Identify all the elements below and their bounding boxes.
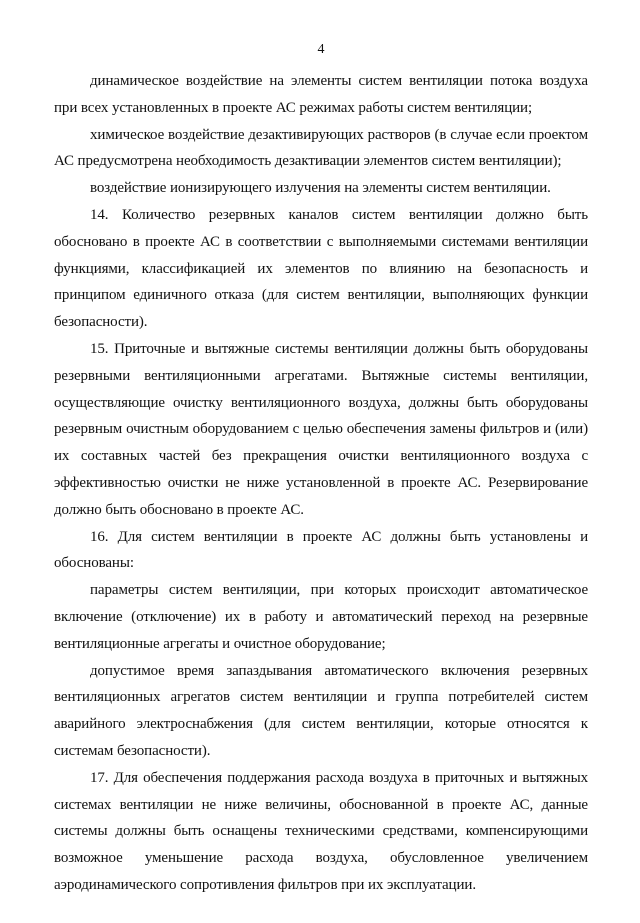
paragraph-item-17: 17. Для обеспечения поддержания расхода воздуха в приточных и вытяжных системах вентиляции не ниже величины, обоснованной в проекте АС, данные системы должны быть оснащены техническими средствами, компенсирующими возможное уменьшение расхода воздуха, обусловленное увеличением аэродинамического сопротивления фильтров при их эксплуатации. <box>54 769 588 893</box>
paragraph-item-16: 16. Для систем вентиляции в проекте АС должны быть установлены и обоснованы: <box>54 528 588 572</box>
paragraph-item-14: 14. Количество резервных каналов систем вентиляции должно быть обосновано в проекте АС в соответствии с выполняемыми системами вентиляции функциями, классификацией их элементов по влиянию на безопасность и принципом единичного отказа (для систем вентиляции, выполняющих функции безопасности). <box>54 206 588 331</box>
paragraph-chemical-impact: химическое воздействие дезактивирующих растворов (в случае если проектом АС предусмотрена необходимость дезактивации элементов систем вентиляции); <box>54 126 588 170</box>
paragraph-dynamic-impact: динамическое воздействие на элементы систем вентиляции потока воздуха при всех установленных в проекте АС режимах работы систем вентиляции; <box>54 73 588 116</box>
paragraph-delay-time: допустимое время запаздывания автоматического включения резервных вентиляционных агрегатов систем вентиляции и группа потребителей систем аварийного электроснабжения (для систем вентиляции, которые относятся к системам безопасности). <box>54 662 588 759</box>
page-number: 4 <box>317 42 325 57</box>
paragraph-ventilation-parameters: параметры систем вентиляции, при которых происходит автоматическое включение (отключение) их в работу и автоматический переход на резервные вентиляционные агрегаты и очистное оборудование; <box>54 582 588 652</box>
paragraph-item-15: 15. Приточные и вытяжные системы вентиляции должны быть оборудованы резервными вентиляционными агрегатами. Вытяжные системы вентиляции, осуществляющие очистку вентиляционного воздуха, должны быть оборудованы резервным очистным оборудованием с целью обеспечения замены фильтров и (или) их составных частей без прекращения очистки вентиляционного воздуха с эффективностью очистки не ниже установленной в проекте АС. Резервирование должно быть обосновано в проекте АС. <box>54 340 588 518</box>
paragraph-ionizing-radiation: воздействие ионизирующего излучения на элементы систем вентиляции. <box>90 180 551 197</box>
